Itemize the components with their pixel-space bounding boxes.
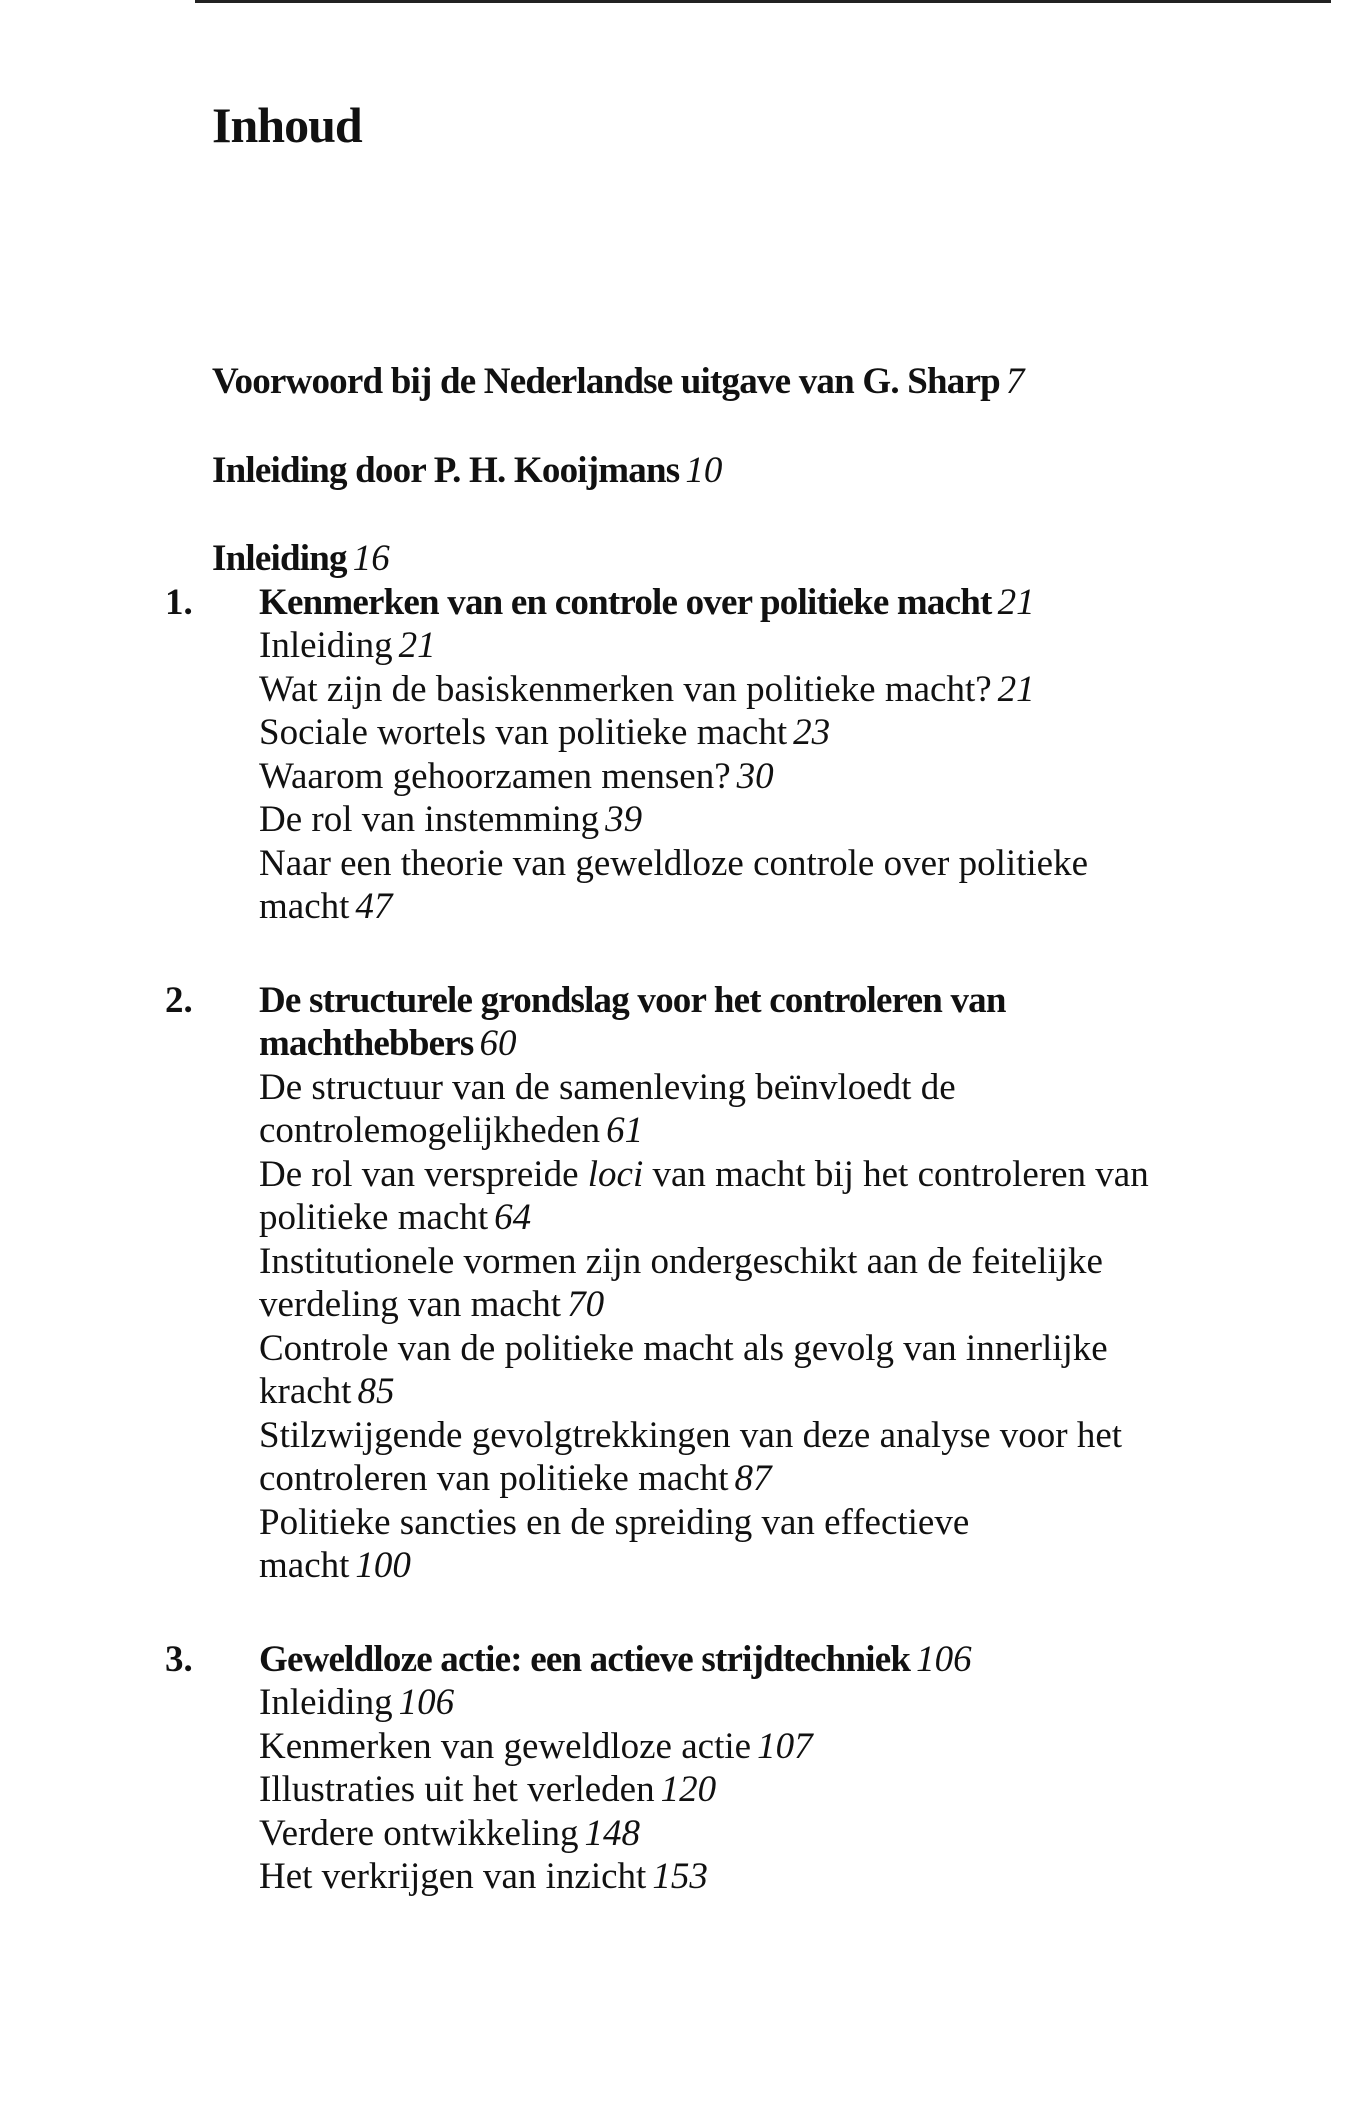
section-title: Kenmerken van geweldloze actie [259, 1725, 752, 1767]
section-title-em: loci [587, 1153, 644, 1195]
section-page: 85 [357, 1371, 395, 1412]
section-page: 106 [398, 1682, 455, 1723]
chapter-number: 1. [165, 581, 193, 623]
chapter-number: 3. [165, 1638, 193, 1680]
section-title: Het verkrijgen van inzicht [259, 1856, 647, 1897]
section-title: Inleiding [259, 625, 393, 666]
toc-section[interactable] [212, 1327, 1219, 1414]
section-title-pre: De rol van verspreide [259, 1153, 588, 1195]
section-title: Stilzwijgende gevolgtrekkingen van deze analyse voor het controleren van politieke macht [259, 1414, 1123, 1499]
toc-section[interactable] [212, 755, 1262, 799]
section-title: Controle van de politieke macht als gevolg van innerlijke kracht [259, 1327, 1108, 1412]
toc-entry-page: 16 [352, 538, 390, 579]
section-page: 153 [652, 1856, 708, 1897]
section-page: 120 [660, 1769, 717, 1810]
section-title: Institutionele vormen zijn ondergeschikt aan de feitelijke verdeling van macht [259, 1240, 1103, 1325]
section-title: Inleiding [259, 1682, 393, 1723]
chapter-title: De structurele grondslag voor het controleren van machthebbers [259, 979, 1006, 1064]
section-title: Illustraties uit het verleden [259, 1769, 655, 1810]
table-of-contents [165, 360, 1262, 1899]
toc-entry-page: 10 [685, 449, 723, 491]
section-title: Sociale wortels van politieke macht [259, 712, 788, 753]
page-title: Inhoud [212, 97, 362, 153]
section-page: 100 [355, 1545, 411, 1586]
chapter-page: 60 [479, 1023, 517, 1064]
chapter-title: Geweldloze actie: een actieve strijdtechniek [259, 1638, 911, 1680]
section-title: Verdere ontwikkeling [259, 1812, 579, 1854]
toc-entry-inleiding[interactable] [212, 537, 1262, 581]
section-title-post: van macht bij het controleren van politieke macht [259, 1153, 1149, 1238]
toc-entry-inleiding-kooijmans[interactable] [212, 449, 1262, 493]
section-page: 148 [584, 1812, 641, 1854]
toc-section[interactable] [212, 1501, 1119, 1588]
section-title: Wat zijn de basiskenmerken van politieke macht? [259, 668, 992, 710]
section-page: 70 [567, 1284, 605, 1325]
toc-entry-voorwoord[interactable] [212, 360, 1262, 404]
toc-section[interactable] [212, 668, 1262, 712]
section-title: Naar een theorie van geweldloze controle over politieke macht [259, 842, 1089, 927]
section-page: 23 [793, 712, 831, 753]
toc-section[interactable] [212, 798, 1262, 842]
toc-entry-title: Voorwoord bij de Nederlandse uitgave van G. Sharp [212, 361, 1000, 402]
section-title: De rol van instemming [259, 799, 600, 840]
section-page: 39 [605, 799, 643, 840]
section-title: Waarom gehoorzamen mensen? [259, 755, 731, 797]
toc-section[interactable] [212, 1153, 1199, 1240]
chapter-3-heading[interactable] [165, 1638, 1262, 1682]
section-page: 47 [355, 886, 393, 927]
section-title: Politieke sancties en de spreiding van effectieve macht [259, 1501, 970, 1586]
toc-section[interactable] [212, 624, 1262, 668]
chapter-1-heading[interactable] [165, 581, 1262, 625]
toc-section[interactable] [212, 842, 1139, 929]
section-page: 87 [734, 1458, 772, 1499]
toc-section[interactable] [212, 1240, 1219, 1327]
toc-entry-title: Inleiding [212, 538, 347, 579]
toc-section[interactable] [212, 1066, 1119, 1153]
chapter-page: 21 [997, 581, 1035, 623]
chapter-title: Kenmerken van en controle over politieke macht [259, 581, 992, 623]
section-page: 30 [736, 755, 774, 797]
toc-section[interactable] [212, 711, 1262, 755]
section-page: 64 [494, 1197, 532, 1238]
chapter-2-heading[interactable] [165, 979, 1119, 1066]
toc-section[interactable] [212, 1812, 1262, 1856]
toc-section[interactable] [212, 1414, 1239, 1501]
section-page: 21 [997, 668, 1035, 710]
toc-section[interactable] [212, 1725, 1262, 1769]
toc-section[interactable] [212, 1855, 1262, 1899]
top-rule [195, 0, 1331, 3]
chapter-page: 106 [916, 1638, 972, 1680]
toc-entry-title: Inleiding door P. H. Kooijmans [212, 449, 680, 491]
toc-section[interactable] [212, 1681, 1262, 1725]
chapter-number: 2. [165, 979, 193, 1021]
section-page: 107 [757, 1725, 813, 1767]
section-title: De structuur van de samenleving beïnvloedt de controlemogelijkheden [259, 1066, 956, 1151]
section-page: 61 [606, 1110, 644, 1151]
toc-entry-page: 7 [1005, 361, 1025, 402]
section-page: 21 [398, 625, 436, 666]
toc-section[interactable] [212, 1768, 1262, 1812]
